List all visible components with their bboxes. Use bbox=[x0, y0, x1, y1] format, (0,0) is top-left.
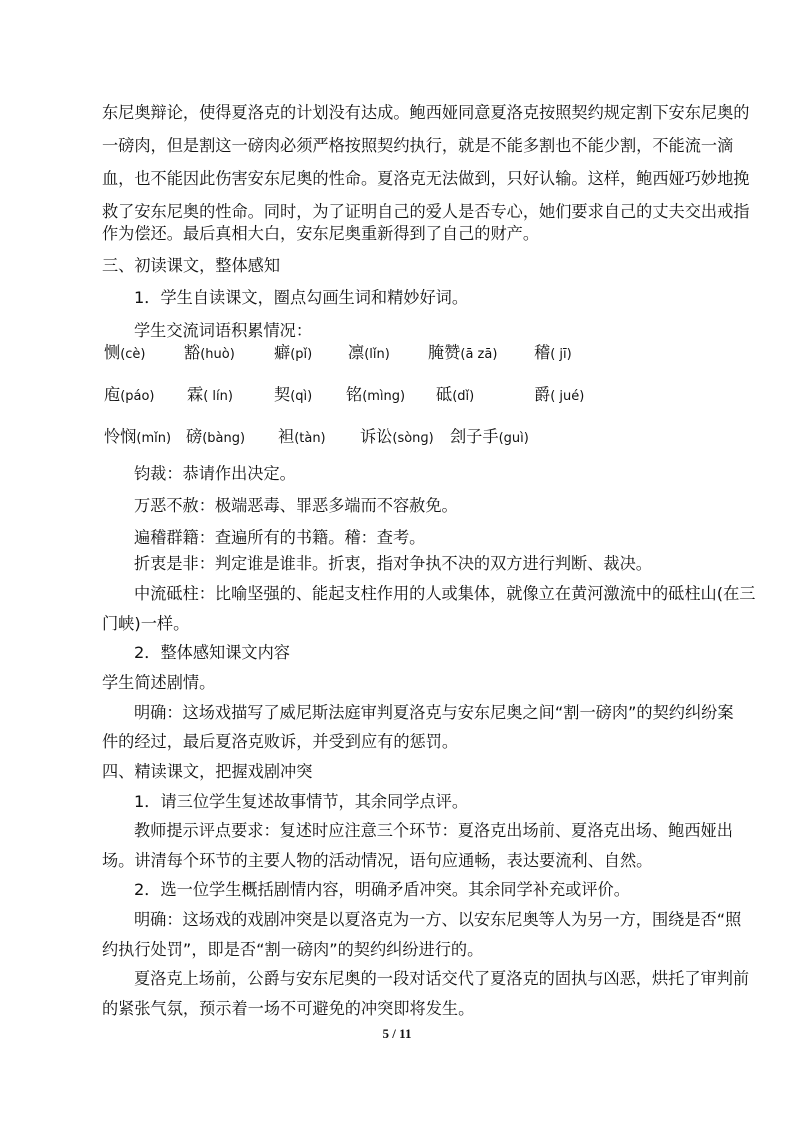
vocab-pinyin: (mìng) bbox=[362, 389, 406, 404]
vocab-item bbox=[104, 380, 155, 412]
vocab-pinyin: (qì) bbox=[290, 389, 313, 404]
vocab-char: 磅 bbox=[186, 427, 203, 446]
vocab-pinyin: (guì) bbox=[498, 431, 529, 446]
vocab-pinyin: (mǐn) bbox=[136, 431, 172, 446]
vocab-item bbox=[534, 338, 572, 370]
vocab-pinyin: (cè) bbox=[120, 347, 146, 362]
vocab-row bbox=[0, 338, 794, 368]
vocab-pinyin: (bàng) bbox=[202, 431, 246, 446]
vocab-char: 砥 bbox=[436, 385, 453, 404]
vocab-char: 袒 bbox=[278, 427, 295, 446]
paragraph-line: 作为偿还。最后真相大白，安东尼奥重新得到了自己的财产。 bbox=[102, 224, 540, 243]
paragraph-line: 救了安东尼奥的性命。同时，为了证明自己的爱人是否专心，她们要求自己的丈夫交出戒指 bbox=[102, 202, 750, 221]
vocab-pinyin: ( jué) bbox=[550, 389, 585, 404]
vocab-char: 腌赞 bbox=[428, 343, 461, 362]
paragraph-line: 件的经过，最后夏洛克败诉，并受到应有的惩罚。 bbox=[102, 732, 459, 751]
paragraph-line: 中流砥柱：比喻坚强的、能起支柱作用的人或集体，就像立在黄河激流中的砥柱山(在三 bbox=[134, 584, 756, 603]
page-number: 5 / 11 bbox=[382, 1026, 412, 1041]
vocab-char: 诉讼 bbox=[360, 427, 393, 446]
paragraph-line: 2．选一位学生概括剧情内容，明确矛盾冲突。其余同学补充或评价。 bbox=[134, 880, 630, 899]
vocab-item bbox=[104, 422, 171, 454]
vocab-item bbox=[348, 338, 390, 370]
vocab-char: 癖 bbox=[274, 343, 291, 362]
vocab-pinyin: ( lín) bbox=[203, 389, 233, 404]
vocab-item bbox=[186, 422, 245, 454]
vocab-item bbox=[360, 422, 434, 454]
vocab-item bbox=[450, 422, 529, 454]
vocab-char: 凛 bbox=[348, 343, 365, 362]
vocab-item bbox=[187, 380, 233, 412]
vocab-pinyin: (ā zā) bbox=[460, 347, 498, 362]
vocab-char: 爵 bbox=[534, 385, 551, 404]
vocab-item bbox=[534, 380, 584, 412]
paragraph-line: 明确：这场戏的戏剧冲突是以夏洛克为一方、以安东尼奥等人为另一方，围绕是否“照 bbox=[134, 910, 742, 929]
vocab-row bbox=[0, 380, 794, 410]
paragraph-line: 门峡)一样。 bbox=[102, 614, 190, 633]
paragraph-line: 遍稽群籍：查遍所有的书籍。稽：查考。 bbox=[134, 528, 426, 547]
vocab-char: 稽 bbox=[534, 343, 551, 362]
paragraph-line: 一磅肉，但是割这一磅肉必须严格按照契约执行，就是不能多割也不能少割，不能流一滴 bbox=[102, 136, 734, 155]
vocab-char: 刽子手 bbox=[450, 427, 499, 446]
section-heading: 三、初读课文，整体感知 bbox=[102, 256, 281, 275]
vocab-pinyin: (lǐn) bbox=[364, 347, 390, 362]
paragraph-line: 学生交流词语积累情况： bbox=[134, 321, 313, 340]
paragraph-line: 学生简述剧情。 bbox=[102, 673, 216, 692]
vocab-char: 恻 bbox=[104, 343, 121, 362]
paragraph-line: 约执行处罚”，即是否“割一磅肉”的契约纠纷进行的。 bbox=[102, 940, 484, 959]
section-heading: 四、精读课文，把握戏剧冲突 bbox=[102, 762, 313, 781]
paragraph-line: 血，也不能因此伤害安东尼奥的性命。夏洛克无法做到，只好认输。这样，鲍西娅巧妙地挽 bbox=[102, 169, 750, 188]
paragraph-line: 的紧张气氛，预示着一场不可避免的冲突即将发生。 bbox=[102, 999, 475, 1018]
vocab-char: 怜悯 bbox=[104, 427, 137, 446]
vocab-pinyin: ( jī) bbox=[550, 347, 572, 362]
vocab-char: 铭 bbox=[346, 385, 363, 404]
paragraph-line: 万恶不赦：极端恶毒、罪恶多端而不容赦免。 bbox=[134, 496, 458, 515]
vocab-item bbox=[278, 422, 326, 454]
vocab-char: 豁 bbox=[184, 343, 201, 362]
paragraph-line: 2．整体感知课文内容 bbox=[134, 643, 290, 662]
paragraph-line: 钧裁：恭请作出决定。 bbox=[134, 464, 296, 483]
vocab-item bbox=[274, 338, 312, 370]
vocab-item bbox=[428, 338, 497, 370]
paragraph-line: 场。讲清每个环节的主要人物的活动情况，语句应通畅，表达要流利、自然。 bbox=[102, 851, 653, 870]
vocab-item bbox=[184, 338, 235, 370]
paragraph-line: 折衷是非：判定谁是谁非。折衷，指对争执不决的双方进行判断、裁决。 bbox=[134, 554, 652, 573]
vocab-pinyin: (dǐ) bbox=[452, 389, 475, 404]
vocab-item bbox=[274, 380, 312, 412]
paragraph-line: 夏洛克上场前，公爵与安东尼奥的一段对话交代了夏洛克的固执与凶恶，烘托了审判前 bbox=[134, 969, 750, 988]
vocab-row bbox=[0, 422, 794, 452]
paragraph-line: 东尼奥辩论，使得夏洛克的计划没有达成。鲍西娅同意夏洛克按照契约规定割下安东尼奥的 bbox=[102, 103, 750, 122]
vocab-char: 契 bbox=[274, 385, 291, 404]
vocab-char: 霖 bbox=[187, 385, 204, 404]
vocab-pinyin: (sònɡ) bbox=[392, 431, 434, 446]
vocab-pinyin: (pǐ) bbox=[290, 347, 313, 362]
vocab-item bbox=[104, 338, 145, 370]
vocab-pinyin: (páo) bbox=[120, 389, 155, 404]
paragraph-line: 教师提示评点要求：复述时应注意三个环节：夏洛克出场前、夏洛克出场、鲍西娅出 bbox=[134, 821, 733, 840]
vocab-pinyin: (huò) bbox=[200, 347, 235, 362]
paragraph-line: 明确：这场戏描写了威尼斯法庭审判夏洛克与安东尼奥之间“割一磅肉”的契约纠纷案 bbox=[134, 703, 734, 722]
vocab-item bbox=[436, 380, 474, 412]
vocab-char: 庖 bbox=[104, 385, 121, 404]
vocab-item bbox=[346, 380, 405, 412]
paragraph-line: 1．请三位学生复述故事情节，其余同学点评。 bbox=[134, 792, 469, 811]
paragraph-line: 1．学生自读课文，圈点勾画生词和精妙好词。 bbox=[134, 288, 469, 307]
vocab-pinyin: (tàn) bbox=[294, 431, 326, 446]
